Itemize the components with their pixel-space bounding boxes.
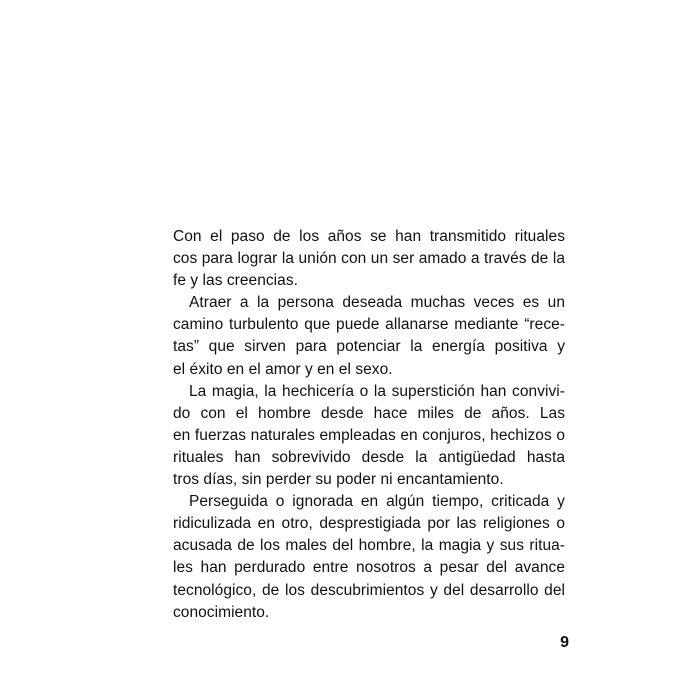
text-line: rituales han sobrevivido desde la antigüedad hasta	[173, 448, 565, 466]
text-line: tros días, sin perder su poder ni encantamiento.	[173, 471, 504, 489]
body-text	[173, 226, 565, 624]
page-number: 9	[560, 634, 569, 651]
text-line: conocimiento.	[173, 603, 270, 621]
text-line: cos para lograr la unión con un ser amado a través de la	[173, 250, 565, 268]
paragraph-2	[173, 292, 565, 380]
text-line: fe y las creencias.	[173, 272, 299, 290]
text-line: do con el hombre desde hace miles de años. Las	[173, 404, 565, 422]
text-line: Atraer a la persona deseada muchas veces es un	[189, 294, 565, 312]
text-line: tas” que sirven para potenciar la energía positiva y	[173, 338, 565, 356]
text-line: Con el paso de los años se han transmitido rituales	[173, 228, 565, 245]
paragraph-1	[173, 226, 565, 292]
paragraph-3	[173, 381, 565, 491]
text-line: camino turbulento que puede allanarse mediante “rece-	[173, 316, 565, 334]
paragraph-4	[173, 491, 565, 624]
text-line: Perseguida o ignorada en algún tiempo, criticada y	[189, 493, 565, 511]
text-line: acusada de los males del hombre, la magia y sus ritua-	[173, 537, 565, 555]
text-line: les han perdurado entre nosotros a pesar del avance	[173, 559, 565, 577]
text-line: La magia, la hechicería o la superstición han convivi-	[189, 382, 565, 400]
text-line: en fuerzas naturales empleadas en conjuros, hechizos o	[173, 426, 565, 444]
text-line: el éxito en el amor y en el sexo.	[173, 360, 393, 378]
text-line: ridiculizada en otro, desprestigiada por las religiones o	[173, 515, 565, 533]
text-line: tecnológico, de los descubrimientos y del desarrollo del	[173, 581, 565, 599]
